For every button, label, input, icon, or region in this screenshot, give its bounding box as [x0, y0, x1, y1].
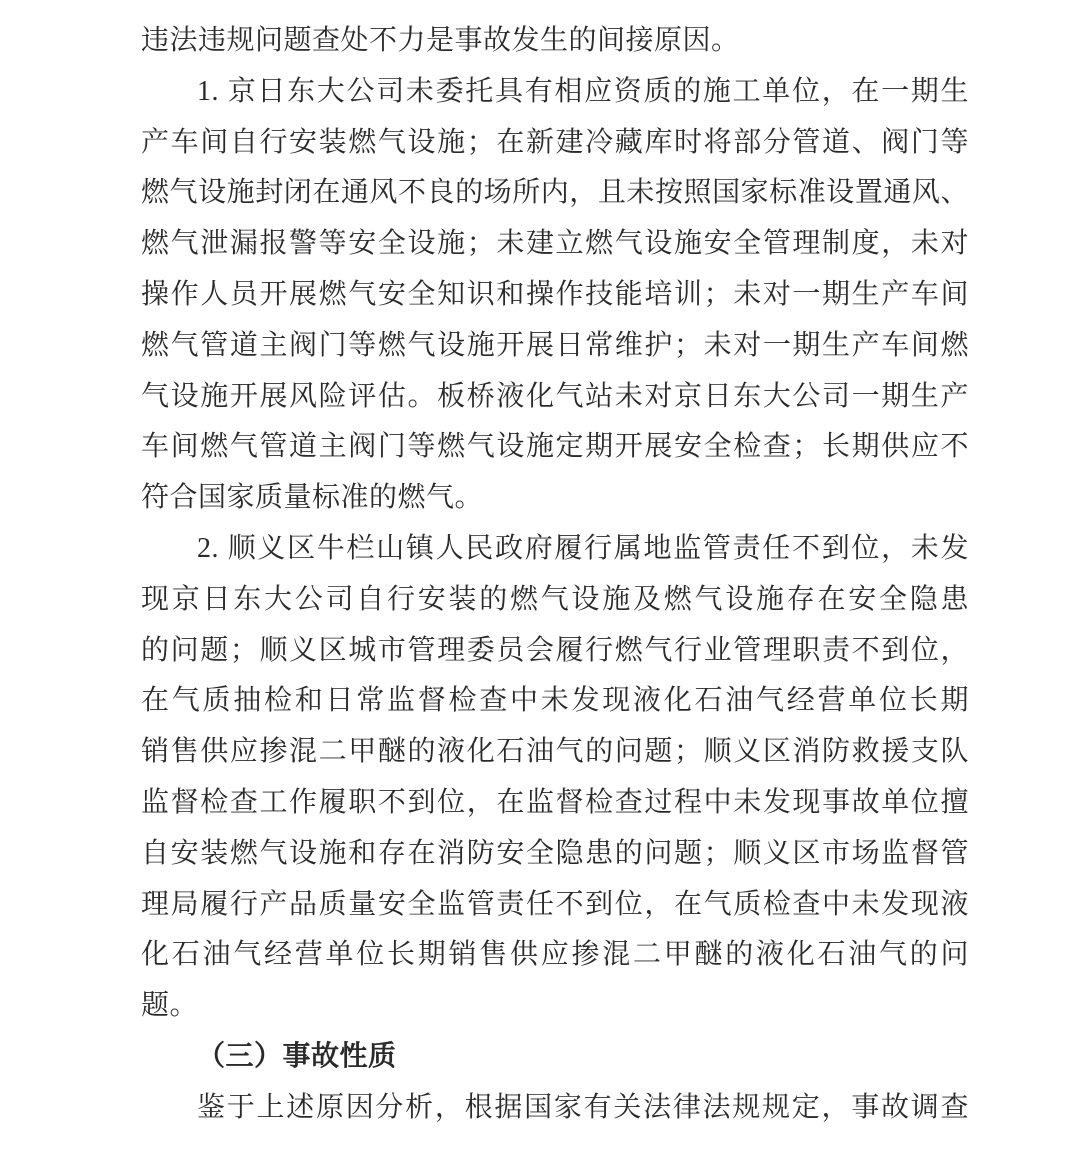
- text-line: 燃气设施封闭在通风不良的场所内，且未按照国家标准设置通风、: [141, 177, 969, 209]
- text-line: 1. 京日东大公司未委托具有相应资质的施工单位，在一期生: [197, 75, 969, 107]
- text-line: 符合国家质量标准的燃气。: [141, 482, 484, 514]
- text-line: 化石油气经营单位长期销售供应掺混二甲醚的液化石油气的问: [141, 939, 969, 971]
- section-heading: [141, 1032, 969, 1083]
- paragraph-item-2: [141, 524, 969, 1032]
- text-line: 的问题；顺义区城市管理委员会履行燃气行业管理职责不到位，: [141, 634, 969, 666]
- text-line: 车间燃气管道主阀门等燃气设施定期开展安全检查；长期供应不: [141, 431, 969, 463]
- text-line: 监督检查工作履职不到位，在监督检查过程中未发现事故单位擅: [141, 786, 969, 818]
- text-block: [141, 16, 969, 1134]
- paragraph-continuation: [141, 16, 969, 67]
- text-line: 燃气泄漏报警等安全设施；未建立燃气设施安全管理制度，未对: [141, 228, 969, 260]
- text-line: 产车间自行安装燃气设施；在新建冷藏库时将部分管道、阀门等: [141, 126, 969, 158]
- paragraph-item-1: [141, 67, 969, 524]
- text-line: 自安装燃气设施和存在消防安全隐患的问题；顺义区市场监督管: [141, 837, 969, 869]
- text-line: 销售供应掺混二甲醚的液化石油气的问题；顺义区消防救援支队: [141, 736, 969, 768]
- text-line: 鉴于上述原因分析，根据国家有关法律法规规定，事故调查: [197, 1091, 969, 1123]
- text-line: 题。: [141, 990, 199, 1022]
- text-line: 2. 顺义区牛栏山镇人民政府履行属地监管责任不到位，未发: [197, 532, 969, 564]
- text-line: 气设施开展风险评估。板桥液化气站未对京日东大公司一期生产: [141, 380, 969, 412]
- text-line: 违法违规问题查处不力是事故发生的间接原因。: [141, 25, 740, 56]
- text-line: 理局履行产品质量安全监管责任不到位，在气质检查中未发现液: [141, 888, 969, 920]
- text-line: 操作人员开展燃气安全知识和操作技能培训；未对一期生产车间: [141, 278, 969, 310]
- paragraph-conclusion-start: [141, 1083, 969, 1134]
- text-line: 燃气管道主阀门等燃气设施开展日常维护；未对一期生产车间燃: [141, 329, 969, 361]
- text-line: （三）事故性质: [197, 1040, 397, 1072]
- text-line: 在气质抽检和日常监督检查中未发现液化石油气经营单位长期: [141, 685, 969, 717]
- text-line: 现京日东大公司自行安装的燃气设施及燃气设施存在安全隐患: [141, 583, 969, 615]
